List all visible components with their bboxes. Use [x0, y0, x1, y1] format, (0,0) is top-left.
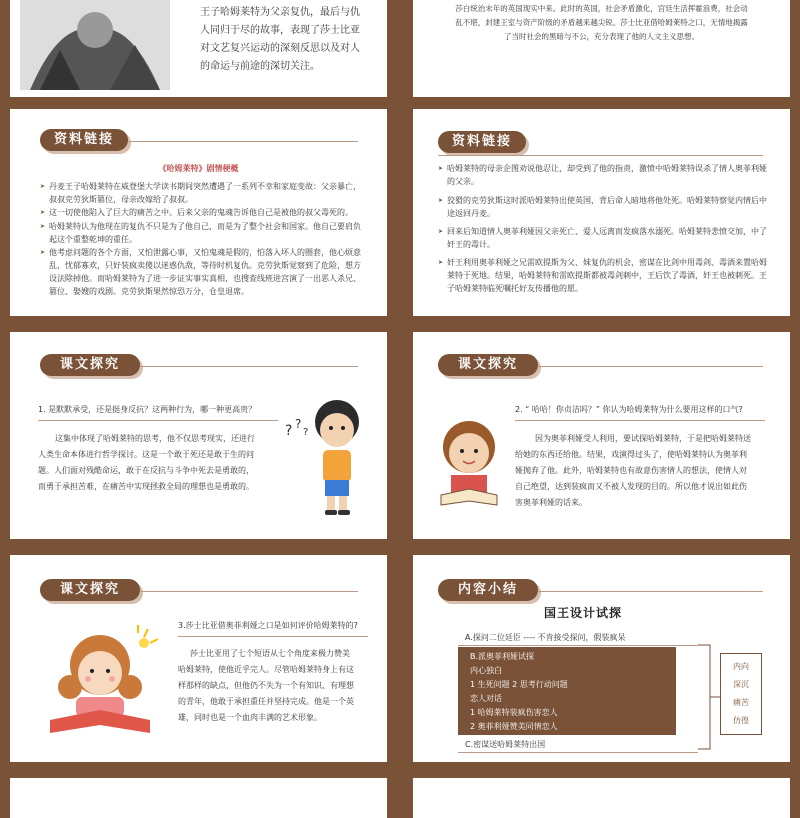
slide-text-inquiry-2 [413, 332, 790, 539]
slide2-line-2: 乱不堪，封建王室与资产阶级的矛盾越来越尖锐。莎士比亚借哈姆莱特之口，无情地揭露 [455, 18, 748, 27]
slide-resource-link-2 [413, 109, 790, 316]
synopsis-bullet-4: ➤ 他考虑问题的各个方面，又怕泄露心事，又怕鬼魂是假的，怕落入坏人的圈套，他心烦意乱，忧郁寡欢，只好装疯卖傻以迷惑仇敌，等待时机复仇。克劳狄斯觉察到了危险，想方设法除掉他。而哈姆莱特为了进一步证实事实真相，也搜查线班进宫演了一出恶人杀兄、篡位、娶嫂的戏剧。克劳狄斯果然惊恐万分，仓皇退席。 [40, 246, 367, 298]
question-underline [515, 420, 765, 421]
svg-text:?: ? [285, 423, 293, 439]
box-line-2: 内心独白 [470, 666, 502, 675]
slide2-line-3: 了当时社会的黑暗与不公，充分表现了他的人文主义思想。 [504, 32, 699, 41]
answer-1-line-2: 人类生命本体进行哲学探讨。这是一个敢于死还是敢于生的问 [38, 450, 254, 459]
question-1: 1. 是默默承受，还是挺身反抗？这两种行为，哪一种更高贵？ [38, 405, 257, 414]
answer-2-line-5: 害奥菲利娅的话来。 [515, 498, 587, 507]
slide1-line-1: 王子哈姆莱特为父亲复仇，最后与仇 [200, 7, 360, 18]
item-a-underline [458, 645, 698, 646]
answer-1-line-4: 而勇于承担苦难，在痛苦中实现拯救全局的理想也是勇敢的。 [38, 482, 254, 491]
trait-1: 内向 [733, 662, 749, 671]
summary-box-b [458, 647, 676, 735]
summary-item-a: A.探问二位廷臣 ---- 不肯接受探问，假装疯呆 [465, 633, 626, 642]
section-badge: 资料链接 [438, 131, 526, 153]
summary-item-c: C.密谋送哈姆莱特出国 [465, 740, 546, 749]
section-badge: 课文探究 [40, 354, 140, 376]
answer-2-line-4: 自己绝望，达到装疯而又不被人发现的目的。所以他才说出如此伤 [515, 482, 747, 491]
badge-underline [538, 591, 763, 592]
slide-text-inquiry-3 [10, 555, 387, 762]
question-3: 3.莎士比亚借奥菲利娅之口是如何评价哈姆莱特的? [178, 621, 358, 630]
slide1-line-3: 对文艺复兴运动的深刻反思以及对人 [200, 43, 360, 54]
answer-2-line-3: 娅抛弃了他。此外，哈姆莱特也有故意伤害情人的想法，使情人对 [515, 466, 747, 475]
box-line-5: 1 哈姆莱特装疯伤害恋人 [470, 708, 558, 717]
traits-box [720, 653, 762, 735]
answer-3-line-5: 雄，同时也是一个血肉丰满的艺术形象。 [178, 713, 322, 722]
svg-text:?: ? [295, 417, 302, 431]
synopsis-bullet-2: ➤ 这一切使他陷入了巨大的痛苦之中。后来父亲的鬼魂告诉他自己是被他的叔父毒死的。 [40, 206, 367, 219]
slide-text-inquiry-1 [10, 332, 387, 539]
synopsis-bullet-1: ➤ 丹麦王子哈姆莱特在威登堡大学读书期间突然遭遇了一系列不幸和家庭变故：父亲暴亡，叔叔克劳狄斯篡位，母亲改嫁给了叔叔。 [40, 180, 367, 206]
trait-2: 深沉 [733, 680, 749, 689]
reading-girl-illustration [40, 625, 160, 735]
slide-partial-bottom-right [413, 778, 790, 818]
badge-underline [128, 141, 358, 142]
answer-3-line-2: 哈姆莱特，使他近乎完人。尽管哈姆莱特身上有这 [178, 665, 354, 674]
reading-boy-illustration [433, 417, 505, 507]
answer-2-line-1: 因为奥菲利娅受人利用，要试探哈姆莱特，于是把哈姆莱特送 [535, 434, 751, 443]
section-badge: 内容小结 [438, 579, 538, 601]
slide2-line-1: 莎白统治末年的英国现实中来。此时的英国，社会矛盾激化，宫廷生活挥霍浪费，社会动 [455, 4, 748, 13]
slide-content-summary [413, 555, 790, 762]
section-badge: 课文探究 [40, 579, 140, 601]
answer-1-line-3: 题。人们面对残酷命运，敢于在反抗与斗争中死去是勇敢的， [38, 466, 254, 475]
answer-2-line-2: 给她的东西还给他。结果，戏演得过头了，使哈姆莱特认为奥菲利 [515, 450, 747, 459]
question-2: 2. “ 哈哈！你贞洁吗？” 你认为哈姆莱特为什么要用这样的口气? [515, 405, 743, 414]
answer-3-line-3: 样那样的缺点，但他仍不失为一个有知识、有理想 [178, 681, 354, 690]
trait-3: 痛苦 [733, 698, 749, 707]
summary-title: 国王设计试探 [543, 606, 622, 620]
badge-underline [538, 366, 763, 367]
slide-resource-link-1 [10, 109, 387, 316]
box-line-1: B.派奥菲利娅试探 [470, 652, 535, 661]
answer-1-line-1: 这集中体现了哈姆莱特的思考，他不仅思考现实，还进行 [55, 434, 255, 443]
section-badge: 资料链接 [40, 129, 128, 151]
trait-4: 仿徨 [733, 716, 749, 725]
synopsis-bullet-3: ➤ 哈姆莱特认为他现在的复仇不只是为了他自己，而是为了整个社会和国家。他自己要肩负起这个重整乾坤的重任。 [40, 220, 367, 246]
box-line-4: 恋人对话 [470, 694, 502, 703]
badge-underline [438, 155, 763, 156]
slide-summary-top-right [413, 0, 790, 97]
plot-bullet-3: ➤ 回来后知道情人奥菲利娅因父亲死亡、爱人远离而发疯落水溺死。哈姆莱特悲愤交加，中了奸王的毒计。 [438, 225, 772, 251]
synopsis-subtitle: 《哈姆莱特》剧情梗概 [158, 164, 239, 173]
slide1-line-4: 的命运与前途的深切关注。 [200, 61, 320, 72]
question-underline [38, 420, 278, 421]
question-underline [178, 636, 368, 637]
section-badge: 课文探究 [438, 354, 538, 376]
plot-bullet-1: ➤ 哈姆莱特的母亲企图劝说他忍让，却受到了他的指责，激愤中哈姆莱特误杀了情人奥菲利娅的父亲。 [438, 162, 772, 188]
portrait-illustration [20, 0, 170, 90]
thinking-boy-illustration [285, 390, 375, 520]
slide-partial-bottom-left [10, 778, 387, 818]
slide-summary-top-left [10, 0, 387, 97]
answer-3-line-1: 莎士比亚用了七个短语从七个角度来极力赞美 [190, 649, 350, 658]
plot-bullet-2: ➤ 狡猾的克劳狄斯这时派哈姆莱特出使英国，背后命人暗地将他处死。哈姆莱特察觉内情后中途返回丹麦。 [438, 194, 772, 220]
box-line-3: 1 生死问题 2 思考行动问题 [470, 680, 568, 689]
plot-bullet-4: ➤ 奸王利用奥菲利娅之兄雷欧提斯为父、妹复仇的机会，密谋在比剑中用毒剑、毒酒来置哈姆莱特于死地。结果，哈姆莱特和雷欧提斯都被毒剑刺中，王后饮了毒酒，奸王也被刺死。王子哈姆莱特临死嘱托好友传播他的愿。 [438, 256, 772, 295]
badge-underline [140, 591, 358, 592]
item-c-underline [458, 752, 698, 753]
svg-text:?: ? [303, 427, 309, 438]
slide1-line-2: 人同归于尽的故事，表现了莎士比亚 [200, 25, 360, 36]
badge-underline [140, 366, 358, 367]
answer-3-line-4: 的青年，他敢于承担重任并坚持完成。他是一个英 [178, 697, 354, 706]
box-line-6: 2 奥菲利娅赞美同情恋人 [470, 722, 558, 731]
